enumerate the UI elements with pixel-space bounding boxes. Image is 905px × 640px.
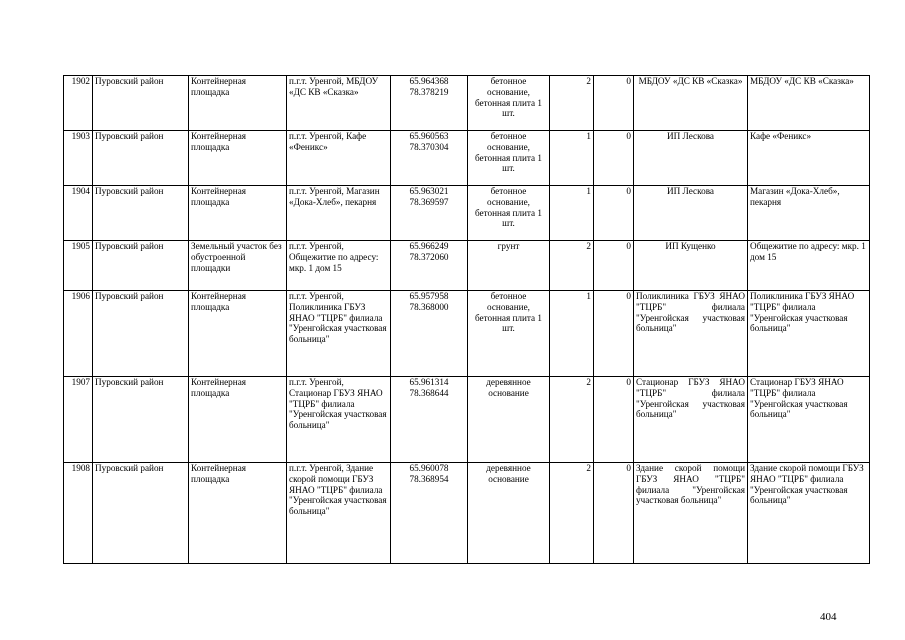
cell-address: п.г.т. Уренгой, МБДОУ «ДС КВ «Сказка» xyxy=(287,76,391,131)
latitude: 65.963021 xyxy=(409,186,449,196)
cell-address: п.г.т. Уренгой, Общежитие по адресу: мкр. 1 дом 15 xyxy=(287,241,391,291)
table-row xyxy=(64,131,870,186)
cell-address: п.г.т. Уренгой, Кафе «Феникс» xyxy=(287,131,391,186)
cell-extra: 0 xyxy=(594,76,634,131)
cell-coordinates xyxy=(391,463,468,564)
cell-base: грунт xyxy=(468,241,550,291)
cell-address: п.г.т. Уренгой, Поликлиника ГБУЗ ЯНАО "ТЦРБ" филиала "Уренгойская участковая больница" xyxy=(287,291,391,377)
cell-base: бетонное основание, бетонная плита 1 шт. xyxy=(468,291,550,377)
cell-containers: 2 xyxy=(550,463,594,564)
cell-address: п.г.т. Уренгой, Здание скорой помощи ГБУЗ ЯНАО "ТЦРБ" филиала "Уренгойская участковая больница" xyxy=(287,463,391,564)
cell-source: Магазин «Дока-Хлеб», пекарня xyxy=(748,186,870,241)
longitude: 78.372060 xyxy=(409,251,449,262)
cell-extra: 0 xyxy=(594,241,634,291)
cell-base: бетонное основание, бетонная плита 1 шт. xyxy=(468,76,550,131)
cell-district: Пуровский район xyxy=(93,186,189,241)
cell-district: Пуровский район xyxy=(93,131,189,186)
cell-id: 1903 xyxy=(64,131,93,186)
cell-owner: МБДОУ «ДС КВ «Сказка» xyxy=(634,76,748,131)
cell-id: 1908 xyxy=(64,463,93,564)
cell-owner: ИП Лескова xyxy=(634,131,748,186)
table-row xyxy=(64,291,870,377)
cell-coordinates xyxy=(391,76,468,131)
cell-id: 1904 xyxy=(64,186,93,241)
cell-extra: 0 xyxy=(594,377,634,463)
cell-id: 1907 xyxy=(64,377,93,463)
table-row xyxy=(64,463,870,564)
cell-district: Пуровский район xyxy=(93,241,189,291)
latitude: 65.957958 xyxy=(409,291,449,301)
cell-address: п.г.т. Уренгой, Стационар ГБУЗ ЯНАО "ТЦРБ" филиала "Уренгойская участковая больница" xyxy=(287,377,391,463)
cell-source: Поликлиника ГБУЗ ЯНАО "ТЦРБ" филиала "Уренгойская участковая больница" xyxy=(748,291,870,377)
longitude: 78.369597 xyxy=(409,196,449,207)
cell-site-type: Земельный участок без обустроенной площадки xyxy=(189,241,287,291)
sites-table xyxy=(63,75,870,564)
cell-extra: 0 xyxy=(594,131,634,186)
cell-owner: Поликлиника ГБУЗ ЯНАО "ТЦРБ" филиала "Уренгойская участковая больница" xyxy=(634,291,748,377)
longitude: 78.368644 xyxy=(409,387,449,398)
cell-id: 1906 xyxy=(64,291,93,377)
page-number: 404 xyxy=(820,611,837,623)
cell-coordinates xyxy=(391,241,468,291)
table-row xyxy=(64,186,870,241)
cell-containers: 1 xyxy=(550,131,594,186)
cell-district: Пуровский район xyxy=(93,377,189,463)
cell-source: МБДОУ «ДС КВ «Сказка» xyxy=(748,76,870,131)
cell-extra: 0 xyxy=(594,291,634,377)
cell-source: Кафе «Феникс» xyxy=(748,131,870,186)
cell-containers: 1 xyxy=(550,291,594,377)
cell-site-type: Контейнерная площадка xyxy=(189,186,287,241)
longitude: 78.368000 xyxy=(409,301,449,312)
table-row xyxy=(64,241,870,291)
latitude: 65.961314 xyxy=(409,377,449,387)
cell-base: деревянное основание xyxy=(468,463,550,564)
cell-id: 1905 xyxy=(64,241,93,291)
cell-site-type: Контейнерная площадка xyxy=(189,76,287,131)
latitude: 65.964368 xyxy=(409,76,449,86)
longitude: 78.378219 xyxy=(409,86,449,97)
cell-district: Пуровский район xyxy=(93,291,189,377)
cell-base: бетонное основание, бетонная плита 1 шт. xyxy=(468,186,550,241)
cell-owner: ИП Кущенко xyxy=(634,241,748,291)
longitude: 78.368954 xyxy=(409,473,449,484)
latitude: 65.960563 xyxy=(409,131,449,141)
cell-site-type: Контейнерная площадка xyxy=(189,463,287,564)
cell-coordinates xyxy=(391,377,468,463)
cell-containers: 2 xyxy=(550,76,594,131)
table-row xyxy=(64,76,870,131)
longitude: 78.370304 xyxy=(409,141,449,152)
latitude: 65.966249 xyxy=(409,241,449,251)
cell-base: бетонное основание, бетонная плита 1 шт. xyxy=(468,131,550,186)
cell-coordinates xyxy=(391,291,468,377)
cell-owner: Стационар ГБУЗ ЯНАО "ТЦРБ" филиала "Уренгойская участковая больница" xyxy=(634,377,748,463)
cell-containers: 2 xyxy=(550,377,594,463)
cell-site-type: Контейнерная площадка xyxy=(189,131,287,186)
cell-containers: 2 xyxy=(550,241,594,291)
cell-coordinates xyxy=(391,186,468,241)
cell-site-type: Контейнерная площадка xyxy=(189,291,287,377)
cell-coordinates xyxy=(391,131,468,186)
cell-source: Стационар ГБУЗ ЯНАО "ТЦРБ" филиала "Уренгойская участковая больница" xyxy=(748,377,870,463)
cell-site-type: Контейнерная площадка xyxy=(189,377,287,463)
cell-extra: 0 xyxy=(594,463,634,564)
table-row xyxy=(64,377,870,463)
cell-base: деревянное основание xyxy=(468,377,550,463)
cell-source: Здание скорой помощи ГБУЗ ЯНАО "ТЦРБ" филиала "Уренгойская участковая больница" xyxy=(748,463,870,564)
cell-address: п.г.т. Уренгой, Магазин «Дока-Хлеб», пекарня xyxy=(287,186,391,241)
cell-district: Пуровский район xyxy=(93,76,189,131)
latitude: 65.960078 xyxy=(409,463,449,473)
cell-owner: ИП Лескова xyxy=(634,186,748,241)
cell-district: Пуровский район xyxy=(93,463,189,564)
table-body xyxy=(64,76,870,564)
cell-owner: Здание скорой помощи ГБУЗ ЯНАО "ТЦРБ" филиала "Уренгойская участковая больница" xyxy=(634,463,748,564)
cell-source: Общежитие по адресу: мкр. 1 дом 15 xyxy=(748,241,870,291)
cell-containers: 1 xyxy=(550,186,594,241)
cell-id: 1902 xyxy=(64,76,93,131)
cell-extra: 0 xyxy=(594,186,634,241)
